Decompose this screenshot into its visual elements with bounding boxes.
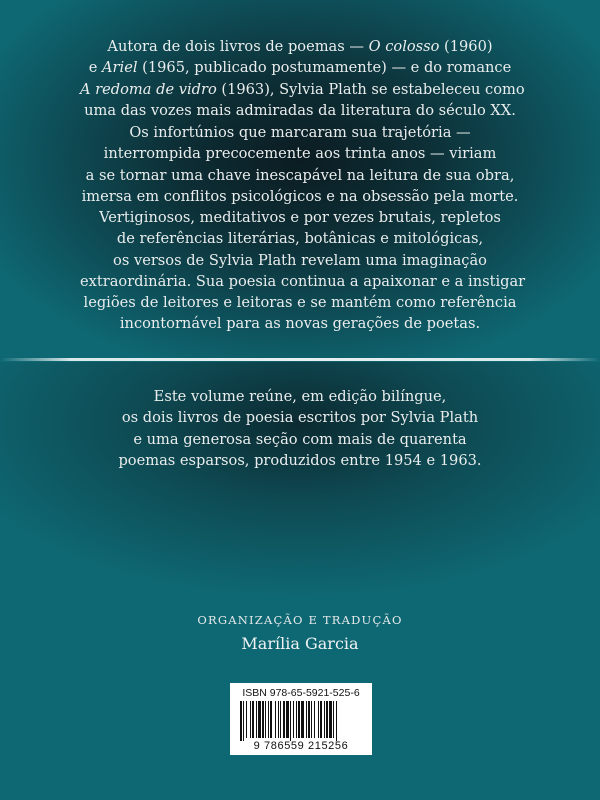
- text-line: e Ariel (1965, publicado postumamente) — e do romance: [88, 59, 512, 77]
- isbn-label: ISBN 978-65-5921-525-6: [242, 687, 360, 699]
- text-line: extraordinária. Sua poesia continua a apaixonar e a instigar: [80, 272, 526, 290]
- barcode-icon: [238, 701, 364, 741]
- text-line: os dois livros de poesia escritos por Sylvia Plath: [121, 409, 479, 427]
- blurb-paragraph-3: [80, 207, 526, 335]
- book-title: A redoma de vidro: [80, 80, 217, 98]
- text-line: Os infortúnios que marcaram sua trajetória —: [129, 124, 471, 141]
- text-line: A redoma de vidro (1963), Sylvia Plath se estabeleceu como: [80, 80, 525, 98]
- text-line: os versos de Sylvia Plath revelam uma imaginação: [113, 251, 487, 269]
- blurb-paragraph-4: [80, 386, 520, 471]
- text-line: e uma generosa seção com mais de quarenta: [133, 430, 467, 448]
- text-line: Autora de dois livros de poemas — O colosso (1960): [107, 38, 493, 55]
- text-line: interrompida precocemente aos trinta anos — viriam: [103, 145, 497, 163]
- text-line: de referências literárias, botânicas e mitológicas,: [116, 230, 484, 248]
- barcode-digits: 9 786559 215256: [253, 740, 349, 752]
- blurb-paragraph-2: [80, 122, 520, 207]
- horizontal-light-divider: [0, 358, 600, 361]
- text-line: legiões de leitores e leitoras e se mantém como referência: [83, 294, 517, 312]
- book-title: O colosso: [368, 38, 440, 55]
- credits-name: Marília Garcia: [241, 634, 359, 653]
- book-title: Ariel: [102, 59, 138, 77]
- text-line: poemas esparsos, produzidos entre 1954 e 1963.: [118, 451, 482, 469]
- text-line: uma das vozes mais admiradas da literatura do século XX.: [84, 101, 516, 119]
- text-line: imersa em conflitos psicológicos e na obsessão pela morte.: [81, 187, 519, 205]
- text-line: a se tornar uma chave inescapável na leitura de sua obra,: [85, 166, 515, 184]
- text-line: Este volume reúne, em edição bilíngue,: [153, 388, 447, 405]
- text-line: Vertiginosos, meditativos e por vezes brutais, repletos: [99, 209, 501, 226]
- text-line: incontornável para as novas gerações de poetas.: [119, 315, 481, 333]
- isbn-barcode: [230, 683, 372, 755]
- blurb-paragraph-1: [80, 36, 525, 121]
- credits-label: ORGANIZAÇÃO E TRADUÇÃO: [197, 613, 403, 627]
